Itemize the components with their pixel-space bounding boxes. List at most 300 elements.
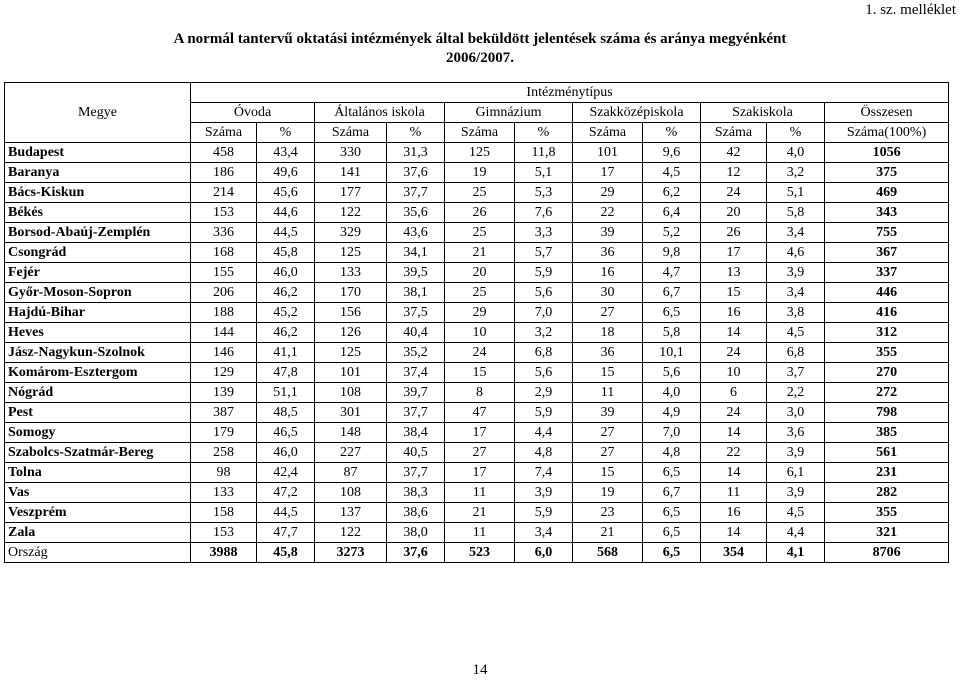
header-intezmenytipus: Intézménytípus <box>191 83 949 103</box>
count-cell: 36 <box>573 243 643 263</box>
count-cell: 14 <box>701 323 767 343</box>
percent-cell: 37,7 <box>387 403 445 423</box>
percent-cell: 51,1 <box>257 383 315 403</box>
count-cell: 27 <box>445 443 515 463</box>
count-cell: 141 <box>315 163 387 183</box>
percent-cell: 4,8 <box>643 443 701 463</box>
total-cell: 272 <box>825 383 949 403</box>
total-cell: 798 <box>825 403 949 423</box>
percent-cell: 5,1 <box>515 163 573 183</box>
percent-cell: 6,5 <box>643 503 701 523</box>
percent-cell: 6,5 <box>643 523 701 543</box>
percent-cell: 4,5 <box>767 323 825 343</box>
percent-cell: 44,5 <box>257 223 315 243</box>
table-row <box>5 343 949 363</box>
table-row <box>5 423 949 443</box>
count-cell: 11 <box>445 523 515 543</box>
percent-cell: 38,6 <box>387 503 445 523</box>
county-name: Ország <box>5 543 191 563</box>
count-cell: 125 <box>315 343 387 363</box>
count-cell: 42 <box>701 143 767 163</box>
county-name: Budapest <box>5 143 191 163</box>
table-row <box>5 263 949 283</box>
county-name: Baranya <box>5 163 191 183</box>
count-cell: 336 <box>191 223 257 243</box>
count-cell: 27 <box>573 423 643 443</box>
percent-cell: 39,5 <box>387 263 445 283</box>
table-row <box>5 323 949 343</box>
county-name: Hajdú-Bihar <box>5 303 191 323</box>
percent-cell: 38,3 <box>387 483 445 503</box>
total-cell: 337 <box>825 263 949 283</box>
percent-cell: 7,0 <box>515 303 573 323</box>
count-cell: 179 <box>191 423 257 443</box>
table-row <box>5 303 949 323</box>
percent-cell: 5,8 <box>767 203 825 223</box>
total-cell: 282 <box>825 483 949 503</box>
header-percent: % <box>515 123 573 143</box>
percent-cell: 38,1 <box>387 283 445 303</box>
total-cell: 446 <box>825 283 949 303</box>
count-cell: 21 <box>445 503 515 523</box>
title-line-2: 2006/2007. <box>446 50 514 66</box>
count-cell: 153 <box>191 523 257 543</box>
count-cell: 523 <box>445 543 515 563</box>
header-szama: Száma <box>191 123 257 143</box>
count-cell: 329 <box>315 223 387 243</box>
percent-cell: 38,4 <box>387 423 445 443</box>
table-row <box>5 163 949 183</box>
percent-cell: 40,5 <box>387 443 445 463</box>
page-number: 14 <box>472 662 488 678</box>
percent-cell: 6,1 <box>767 463 825 483</box>
count-cell: 17 <box>445 463 515 483</box>
percent-cell: 46,0 <box>257 263 315 283</box>
percent-cell: 3,3 <box>515 223 573 243</box>
percent-cell: 4,7 <box>643 263 701 283</box>
count-cell: 126 <box>315 323 387 343</box>
percent-cell: 5,6 <box>643 363 701 383</box>
count-cell: 22 <box>573 203 643 223</box>
header-type-szakkozep: Szakközépiskola <box>573 103 701 123</box>
county-name: Somogy <box>5 423 191 443</box>
total-cell: 375 <box>825 163 949 183</box>
total-cell: 270 <box>825 363 949 383</box>
annex-label: 1. sz. melléklet <box>865 2 956 18</box>
percent-cell: 3,9 <box>767 263 825 283</box>
percent-cell: 45,8 <box>257 543 315 563</box>
count-cell: 23 <box>573 503 643 523</box>
percent-cell: 34,1 <box>387 243 445 263</box>
count-cell: 168 <box>191 243 257 263</box>
count-cell: 17 <box>573 163 643 183</box>
count-cell: 8 <box>445 383 515 403</box>
count-cell: 125 <box>445 143 515 163</box>
count-cell: 153 <box>191 203 257 223</box>
count-cell: 10 <box>701 363 767 383</box>
header-percent: % <box>387 123 445 143</box>
count-cell: 11 <box>445 483 515 503</box>
county-name: Komárom-Esztergom <box>5 363 191 383</box>
total-cell: 755 <box>825 223 949 243</box>
count-cell: 19 <box>445 163 515 183</box>
count-cell: 186 <box>191 163 257 183</box>
percent-cell: 47,2 <box>257 483 315 503</box>
count-cell: 20 <box>701 203 767 223</box>
percent-cell: 47,7 <box>257 523 315 543</box>
percent-cell: 2,2 <box>767 383 825 403</box>
percent-cell: 41,1 <box>257 343 315 363</box>
total-cell: 321 <box>825 523 949 543</box>
county-name: Borsod-Abaúj-Zemplén <box>5 223 191 243</box>
count-cell: 27 <box>573 443 643 463</box>
percent-cell: 4,5 <box>767 503 825 523</box>
count-cell: 17 <box>445 423 515 443</box>
count-cell: 170 <box>315 283 387 303</box>
count-cell: 122 <box>315 203 387 223</box>
header-type-osszesen: Összesen <box>825 103 949 123</box>
header-megye: Megye <box>5 83 191 143</box>
count-cell: 133 <box>191 483 257 503</box>
percent-cell: 4,9 <box>643 403 701 423</box>
county-name: Szabolcs-Szatmár-Bereg <box>5 443 191 463</box>
table-row <box>5 143 949 163</box>
count-cell: 354 <box>701 543 767 563</box>
count-cell: 21 <box>573 523 643 543</box>
count-cell: 108 <box>315 483 387 503</box>
count-cell: 11 <box>573 383 643 403</box>
percent-cell: 11,8 <box>515 143 573 163</box>
count-cell: 27 <box>573 303 643 323</box>
percent-cell: 5,9 <box>515 403 573 423</box>
county-name: Tolna <box>5 463 191 483</box>
percent-cell: 6,7 <box>643 483 701 503</box>
percent-cell: 5,9 <box>515 263 573 283</box>
percent-cell: 6,7 <box>643 283 701 303</box>
count-cell: 148 <box>315 423 387 443</box>
table-row <box>5 443 949 463</box>
percent-cell: 3,7 <box>767 363 825 383</box>
count-cell: 14 <box>701 463 767 483</box>
total-cell: 355 <box>825 503 949 523</box>
percent-cell: 5,1 <box>767 183 825 203</box>
percent-cell: 45,6 <box>257 183 315 203</box>
count-cell: 30 <box>573 283 643 303</box>
header-row-group <box>5 83 949 103</box>
percent-cell: 9,8 <box>643 243 701 263</box>
percent-cell: 39,7 <box>387 383 445 403</box>
percent-cell: 46,2 <box>257 323 315 343</box>
percent-cell: 49,6 <box>257 163 315 183</box>
header-type-gimnazium: Gimnázium <box>445 103 573 123</box>
header-szama-100: Száma(100%) <box>825 123 949 143</box>
total-cell: 385 <box>825 423 949 443</box>
count-cell: 87 <box>315 463 387 483</box>
percent-cell: 46,2 <box>257 283 315 303</box>
count-cell: 188 <box>191 303 257 323</box>
percent-cell: 35,2 <box>387 343 445 363</box>
count-cell: 3273 <box>315 543 387 563</box>
count-cell: 16 <box>701 303 767 323</box>
county-name: Fejér <box>5 263 191 283</box>
percent-cell: 6,0 <box>515 543 573 563</box>
county-name: Győr-Moson-Sopron <box>5 283 191 303</box>
percent-cell: 5,9 <box>515 503 573 523</box>
header-percent: % <box>257 123 315 143</box>
count-cell: 101 <box>315 363 387 383</box>
count-cell: 19 <box>573 483 643 503</box>
percent-cell: 2,9 <box>515 383 573 403</box>
percent-cell: 40,4 <box>387 323 445 343</box>
percent-cell: 4,8 <box>515 443 573 463</box>
count-cell: 25 <box>445 283 515 303</box>
count-cell: 17 <box>701 243 767 263</box>
count-cell: 330 <box>315 143 387 163</box>
percent-cell: 7,0 <box>643 423 701 443</box>
count-cell: 16 <box>573 263 643 283</box>
count-cell: 129 <box>191 363 257 383</box>
count-cell: 12 <box>701 163 767 183</box>
count-cell: 25 <box>445 183 515 203</box>
percent-cell: 3,4 <box>515 523 573 543</box>
percent-cell: 37,5 <box>387 303 445 323</box>
percent-cell: 6,5 <box>643 303 701 323</box>
count-cell: 18 <box>573 323 643 343</box>
total-cell: 231 <box>825 463 949 483</box>
reports-table <box>4 82 949 563</box>
count-cell: 10 <box>445 323 515 343</box>
county-name: Vas <box>5 483 191 503</box>
count-cell: 158 <box>191 503 257 523</box>
count-cell: 214 <box>191 183 257 203</box>
count-cell: 458 <box>191 143 257 163</box>
header-szama: Száma <box>701 123 767 143</box>
header-percent: % <box>643 123 701 143</box>
count-cell: 26 <box>445 203 515 223</box>
percent-cell: 43,6 <box>387 223 445 243</box>
percent-cell: 45,2 <box>257 303 315 323</box>
table-row <box>5 183 949 203</box>
count-cell: 47 <box>445 403 515 423</box>
count-cell: 3988 <box>191 543 257 563</box>
count-cell: 227 <box>315 443 387 463</box>
percent-cell: 42,4 <box>257 463 315 483</box>
percent-cell: 6,8 <box>515 343 573 363</box>
percent-cell: 6,2 <box>643 183 701 203</box>
title-line-1: A normál tantervű oktatási intézmények által beküldött jelentések száma és aránya megyénként <box>173 31 787 47</box>
header-type-altalanos: Általános iskola <box>315 103 445 123</box>
percent-cell: 5,8 <box>643 323 701 343</box>
percent-cell: 4,6 <box>767 243 825 263</box>
count-cell: 6 <box>701 383 767 403</box>
percent-cell: 35,6 <box>387 203 445 223</box>
total-cell: 312 <box>825 323 949 343</box>
count-cell: 108 <box>315 383 387 403</box>
count-cell: 14 <box>701 523 767 543</box>
count-cell: 29 <box>573 183 643 203</box>
count-cell: 15 <box>701 283 767 303</box>
county-name: Békés <box>5 203 191 223</box>
percent-cell: 37,7 <box>387 183 445 203</box>
header-type-ovoda: Óvoda <box>191 103 315 123</box>
count-cell: 137 <box>315 503 387 523</box>
total-cell: 355 <box>825 343 949 363</box>
count-cell: 16 <box>701 503 767 523</box>
count-cell: 156 <box>315 303 387 323</box>
percent-cell: 4,5 <box>643 163 701 183</box>
count-cell: 24 <box>701 183 767 203</box>
percent-cell: 3,9 <box>515 483 573 503</box>
count-cell: 13 <box>701 263 767 283</box>
total-cell: 416 <box>825 303 949 323</box>
table-row <box>5 483 949 503</box>
percent-cell: 4,4 <box>515 423 573 443</box>
table-row <box>5 283 949 303</box>
percent-cell: 37,4 <box>387 363 445 383</box>
count-cell: 24 <box>445 343 515 363</box>
county-name: Veszprém <box>5 503 191 523</box>
percent-cell: 3,9 <box>767 443 825 463</box>
county-name: Pest <box>5 403 191 423</box>
count-cell: 133 <box>315 263 387 283</box>
percent-cell: 4,1 <box>767 543 825 563</box>
count-cell: 155 <box>191 263 257 283</box>
document-title <box>0 30 960 68</box>
total-cell: 1056 <box>825 143 949 163</box>
percent-cell: 37,6 <box>387 163 445 183</box>
percent-cell: 4,0 <box>767 143 825 163</box>
total-cell: 8706 <box>825 543 949 563</box>
percent-cell: 6,8 <box>767 343 825 363</box>
percent-cell: 45,8 <box>257 243 315 263</box>
percent-cell: 3,2 <box>515 323 573 343</box>
count-cell: 22 <box>701 443 767 463</box>
percent-cell: 3,4 <box>767 223 825 243</box>
percent-cell: 44,6 <box>257 203 315 223</box>
percent-cell: 38,0 <box>387 523 445 543</box>
percent-cell: 37,6 <box>387 543 445 563</box>
percent-cell: 47,8 <box>257 363 315 383</box>
table-row <box>5 543 949 563</box>
count-cell: 146 <box>191 343 257 363</box>
header-szama: Száma <box>573 123 643 143</box>
table-row <box>5 463 949 483</box>
total-cell: 561 <box>825 443 949 463</box>
count-cell: 15 <box>445 363 515 383</box>
table-row <box>5 503 949 523</box>
header-type-szakiskola: Szakiskola <box>701 103 825 123</box>
percent-cell: 3,9 <box>767 483 825 503</box>
percent-cell: 10,1 <box>643 343 701 363</box>
percent-cell: 4,0 <box>643 383 701 403</box>
table-row <box>5 363 949 383</box>
percent-cell: 43,4 <box>257 143 315 163</box>
count-cell: 301 <box>315 403 387 423</box>
percent-cell: 5,2 <box>643 223 701 243</box>
table-row <box>5 223 949 243</box>
total-cell: 343 <box>825 203 949 223</box>
percent-cell: 7,6 <box>515 203 573 223</box>
count-cell: 258 <box>191 443 257 463</box>
count-cell: 14 <box>701 423 767 443</box>
percent-cell: 5,7 <box>515 243 573 263</box>
percent-cell: 46,0 <box>257 443 315 463</box>
percent-cell: 37,7 <box>387 463 445 483</box>
percent-cell: 6,5 <box>643 543 701 563</box>
count-cell: 206 <box>191 283 257 303</box>
header-szama: Száma <box>445 123 515 143</box>
percent-cell: 31,3 <box>387 143 445 163</box>
table-row <box>5 403 949 423</box>
count-cell: 29 <box>445 303 515 323</box>
count-cell: 177 <box>315 183 387 203</box>
percent-cell: 5,6 <box>515 363 573 383</box>
percent-cell: 6,5 <box>643 463 701 483</box>
count-cell: 24 <box>701 343 767 363</box>
percent-cell: 3,2 <box>767 163 825 183</box>
count-cell: 20 <box>445 263 515 283</box>
table-body <box>5 143 949 563</box>
count-cell: 15 <box>573 363 643 383</box>
county-name: Jász-Nagykun-Szolnok <box>5 343 191 363</box>
count-cell: 387 <box>191 403 257 423</box>
percent-cell: 7,4 <box>515 463 573 483</box>
percent-cell: 9,6 <box>643 143 701 163</box>
county-name: Zala <box>5 523 191 543</box>
percent-cell: 44,5 <box>257 503 315 523</box>
table-row <box>5 383 949 403</box>
count-cell: 26 <box>701 223 767 243</box>
count-cell: 21 <box>445 243 515 263</box>
county-name: Heves <box>5 323 191 343</box>
percent-cell: 5,3 <box>515 183 573 203</box>
total-cell: 367 <box>825 243 949 263</box>
percent-cell: 3,0 <box>767 403 825 423</box>
count-cell: 98 <box>191 463 257 483</box>
count-cell: 39 <box>573 403 643 423</box>
county-name: Csongrád <box>5 243 191 263</box>
county-name: Bács-Kiskun <box>5 183 191 203</box>
count-cell: 125 <box>315 243 387 263</box>
count-cell: 144 <box>191 323 257 343</box>
total-cell: 469 <box>825 183 949 203</box>
count-cell: 122 <box>315 523 387 543</box>
count-cell: 24 <box>701 403 767 423</box>
percent-cell: 5,6 <box>515 283 573 303</box>
count-cell: 25 <box>445 223 515 243</box>
table-row <box>5 203 949 223</box>
count-cell: 101 <box>573 143 643 163</box>
percent-cell: 46,5 <box>257 423 315 443</box>
header-szama: Száma <box>315 123 387 143</box>
count-cell: 36 <box>573 343 643 363</box>
table-row <box>5 243 949 263</box>
count-cell: 139 <box>191 383 257 403</box>
county-name: Nógrád <box>5 383 191 403</box>
count-cell: 39 <box>573 223 643 243</box>
count-cell: 568 <box>573 543 643 563</box>
count-cell: 15 <box>573 463 643 483</box>
percent-cell: 4,4 <box>767 523 825 543</box>
percent-cell: 6,4 <box>643 203 701 223</box>
percent-cell: 3,4 <box>767 283 825 303</box>
percent-cell: 3,6 <box>767 423 825 443</box>
count-cell: 11 <box>701 483 767 503</box>
header-percent: % <box>767 123 825 143</box>
percent-cell: 3,8 <box>767 303 825 323</box>
table-row <box>5 523 949 543</box>
percent-cell: 48,5 <box>257 403 315 423</box>
